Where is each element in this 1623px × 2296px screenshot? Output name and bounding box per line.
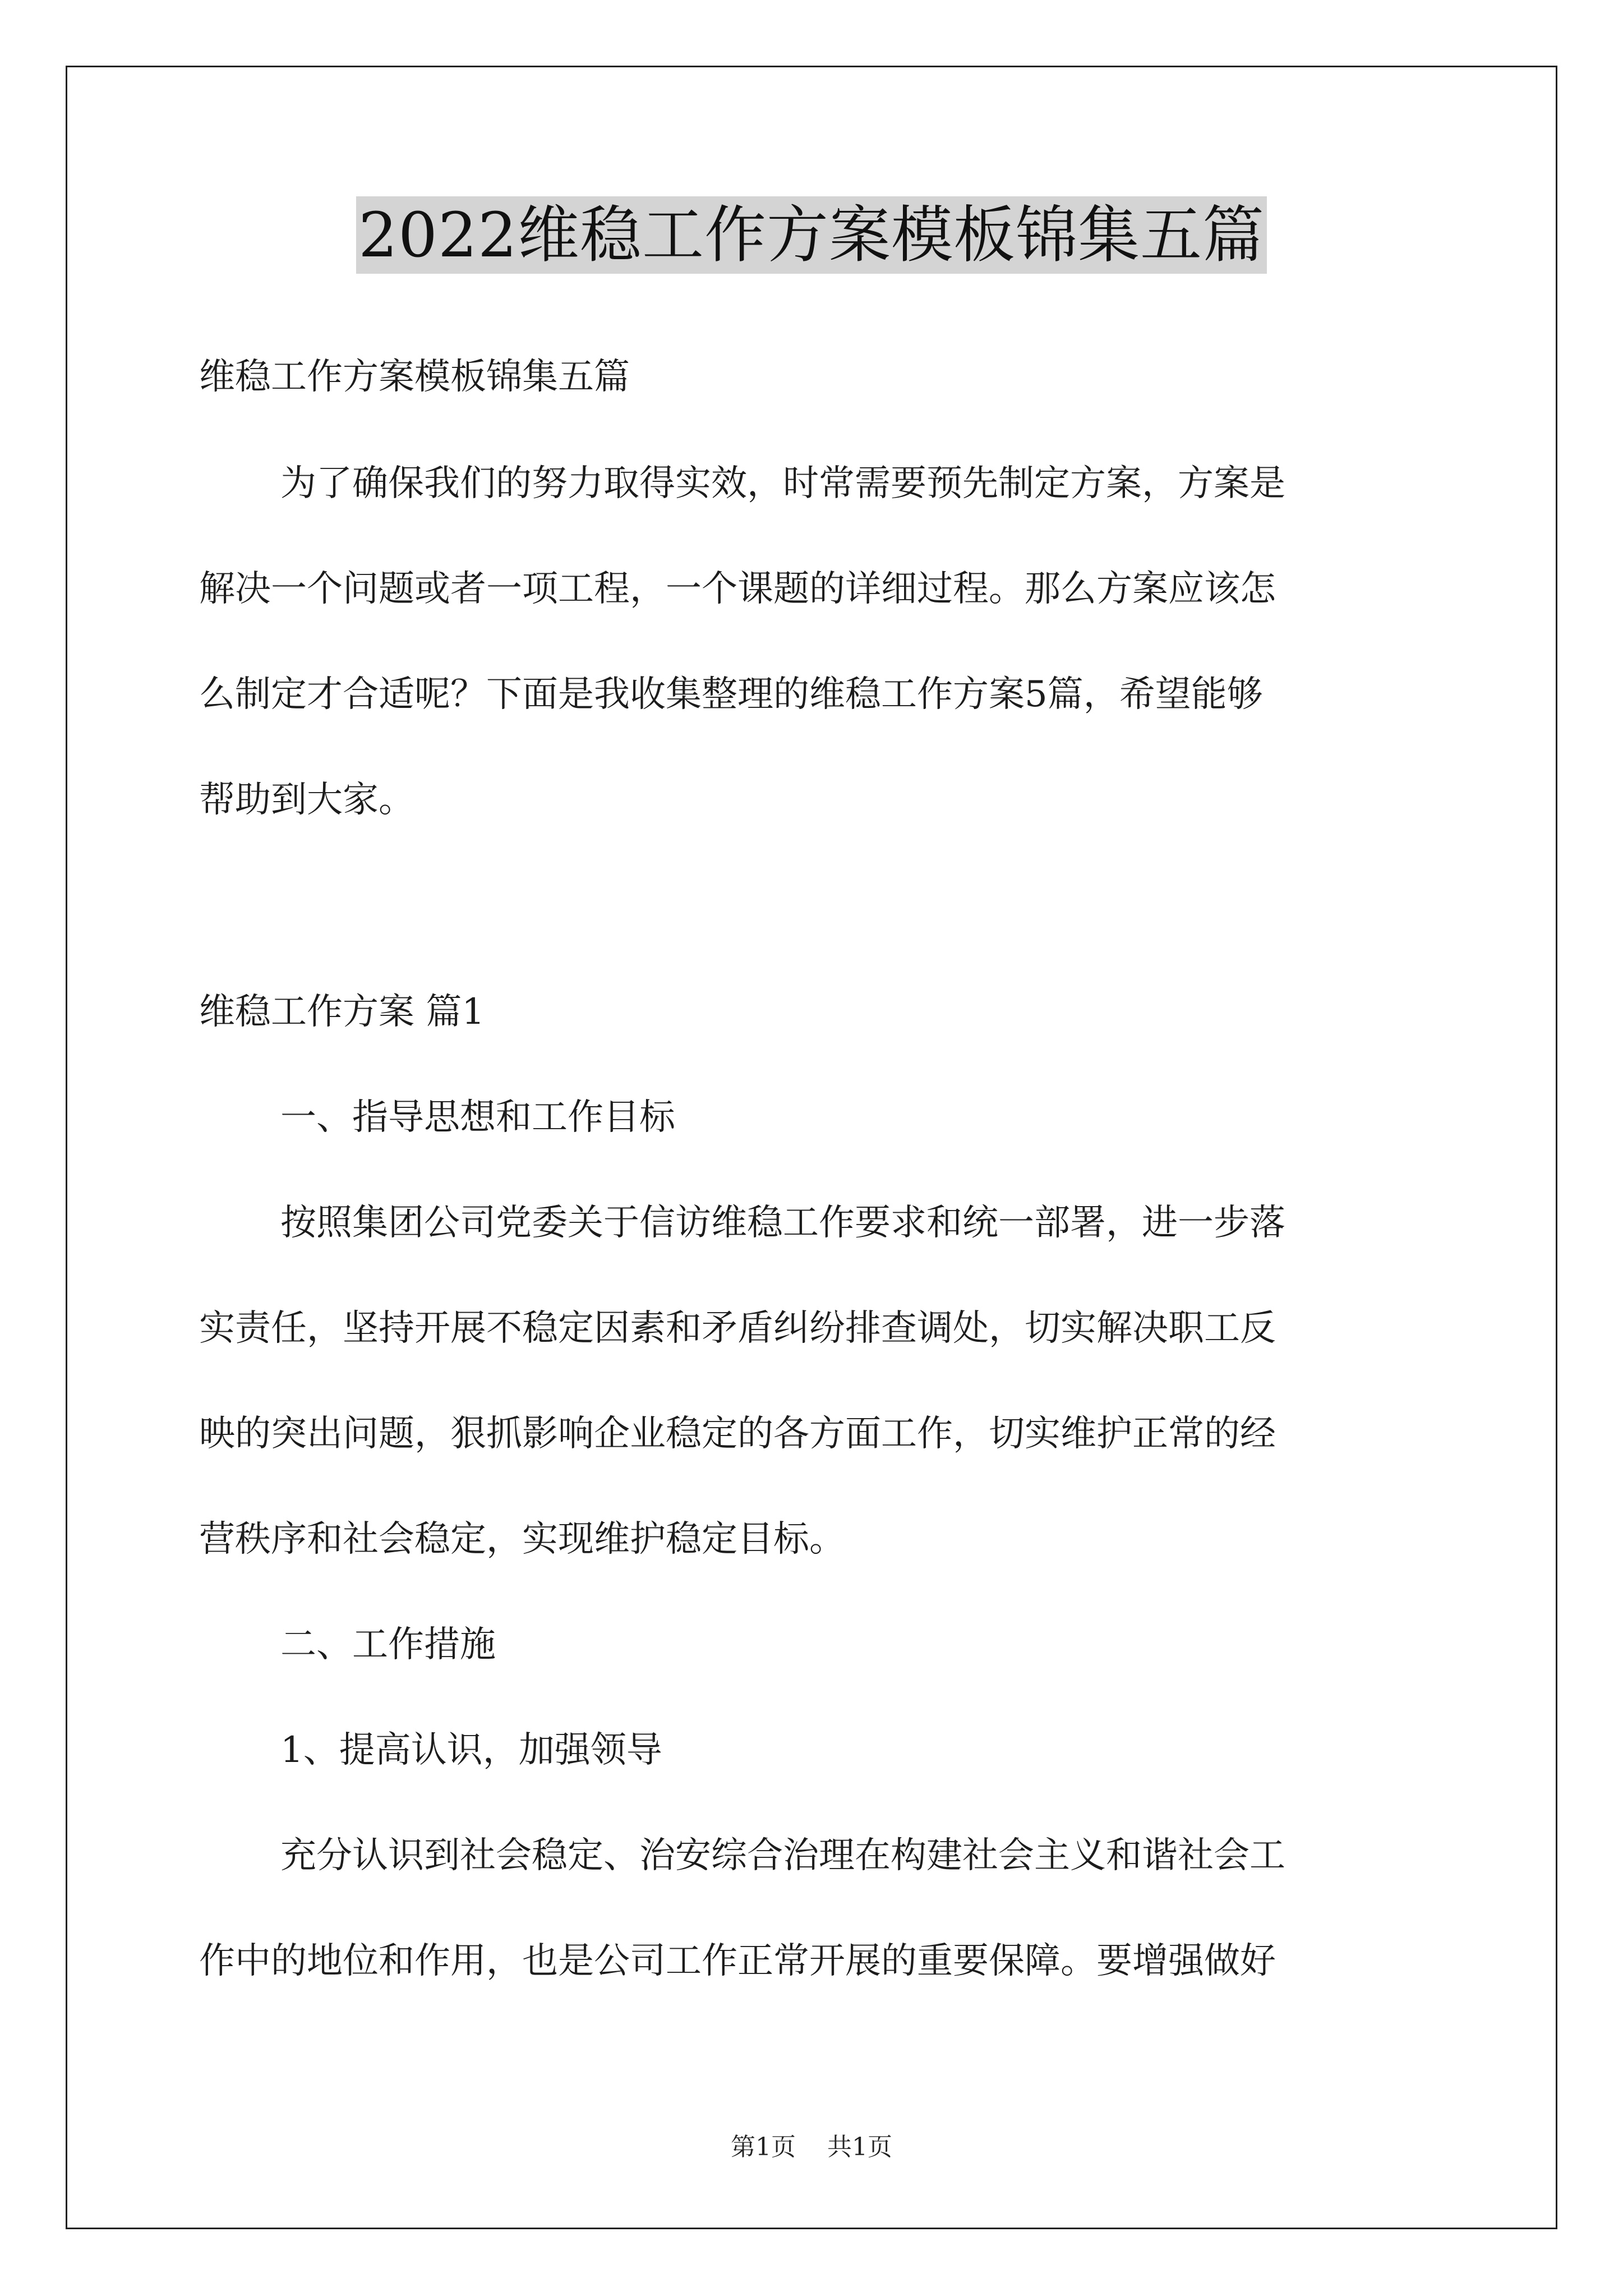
body-line: 营秩序和社会稳定，实现维护稳定目标。 — [199, 1519, 845, 1560]
doc-subtitle: 维稳工作方案模板锦集五篇 — [199, 356, 630, 398]
page-footer — [0, 2132, 1623, 2163]
body-line: 按照集团公司党委关于信访维稳工作要求和统一部署，进一步落 — [280, 1202, 1285, 1244]
section-heading: 维稳工作方案 篇1 — [199, 991, 485, 1033]
subsection-heading: 二、工作措施 — [280, 1624, 496, 1665]
body-line: 作中的地位和作用，也是公司工作正常开展的重要保障。要增强做好 — [199, 1940, 1276, 1982]
page-number: 第1页 — [731, 2133, 796, 2161]
document-title: 2022维稳工作方案模板锦集五篇 — [356, 196, 1267, 274]
intro-line: 帮助到大家。 — [199, 779, 414, 821]
body-line: 充分认识到社会稳定、治安综合治理在构建社会主义和谐社会工 — [280, 1835, 1285, 1876]
subsection-heading: 一、指导思想和工作目标 — [280, 1097, 675, 1138]
page-total: 共1页 — [827, 2133, 892, 2161]
list-item-heading: 1、提高认识，加强领导 — [280, 1729, 662, 1771]
intro-line: 为了确保我们的努力取得实效，时常需要预先制定方案，方案是 — [280, 463, 1285, 504]
title-container — [0, 196, 1623, 274]
intro-line: 么制定才合适呢？下面是我收集整理的维稳工作方案5篇，希望能够 — [199, 674, 1263, 715]
body-line: 实责任，坚持开展不稳定因素和矛盾纠纷排查调处，切实解决职工反 — [199, 1308, 1276, 1349]
intro-line: 解决一个问题或者一项工程，一个课题的详细过程。那么方案应该怎 — [199, 568, 1276, 610]
body-line: 映的突出问题，狠抓影响企业稳定的各方面工作，切实维护正常的经 — [199, 1413, 1276, 1455]
